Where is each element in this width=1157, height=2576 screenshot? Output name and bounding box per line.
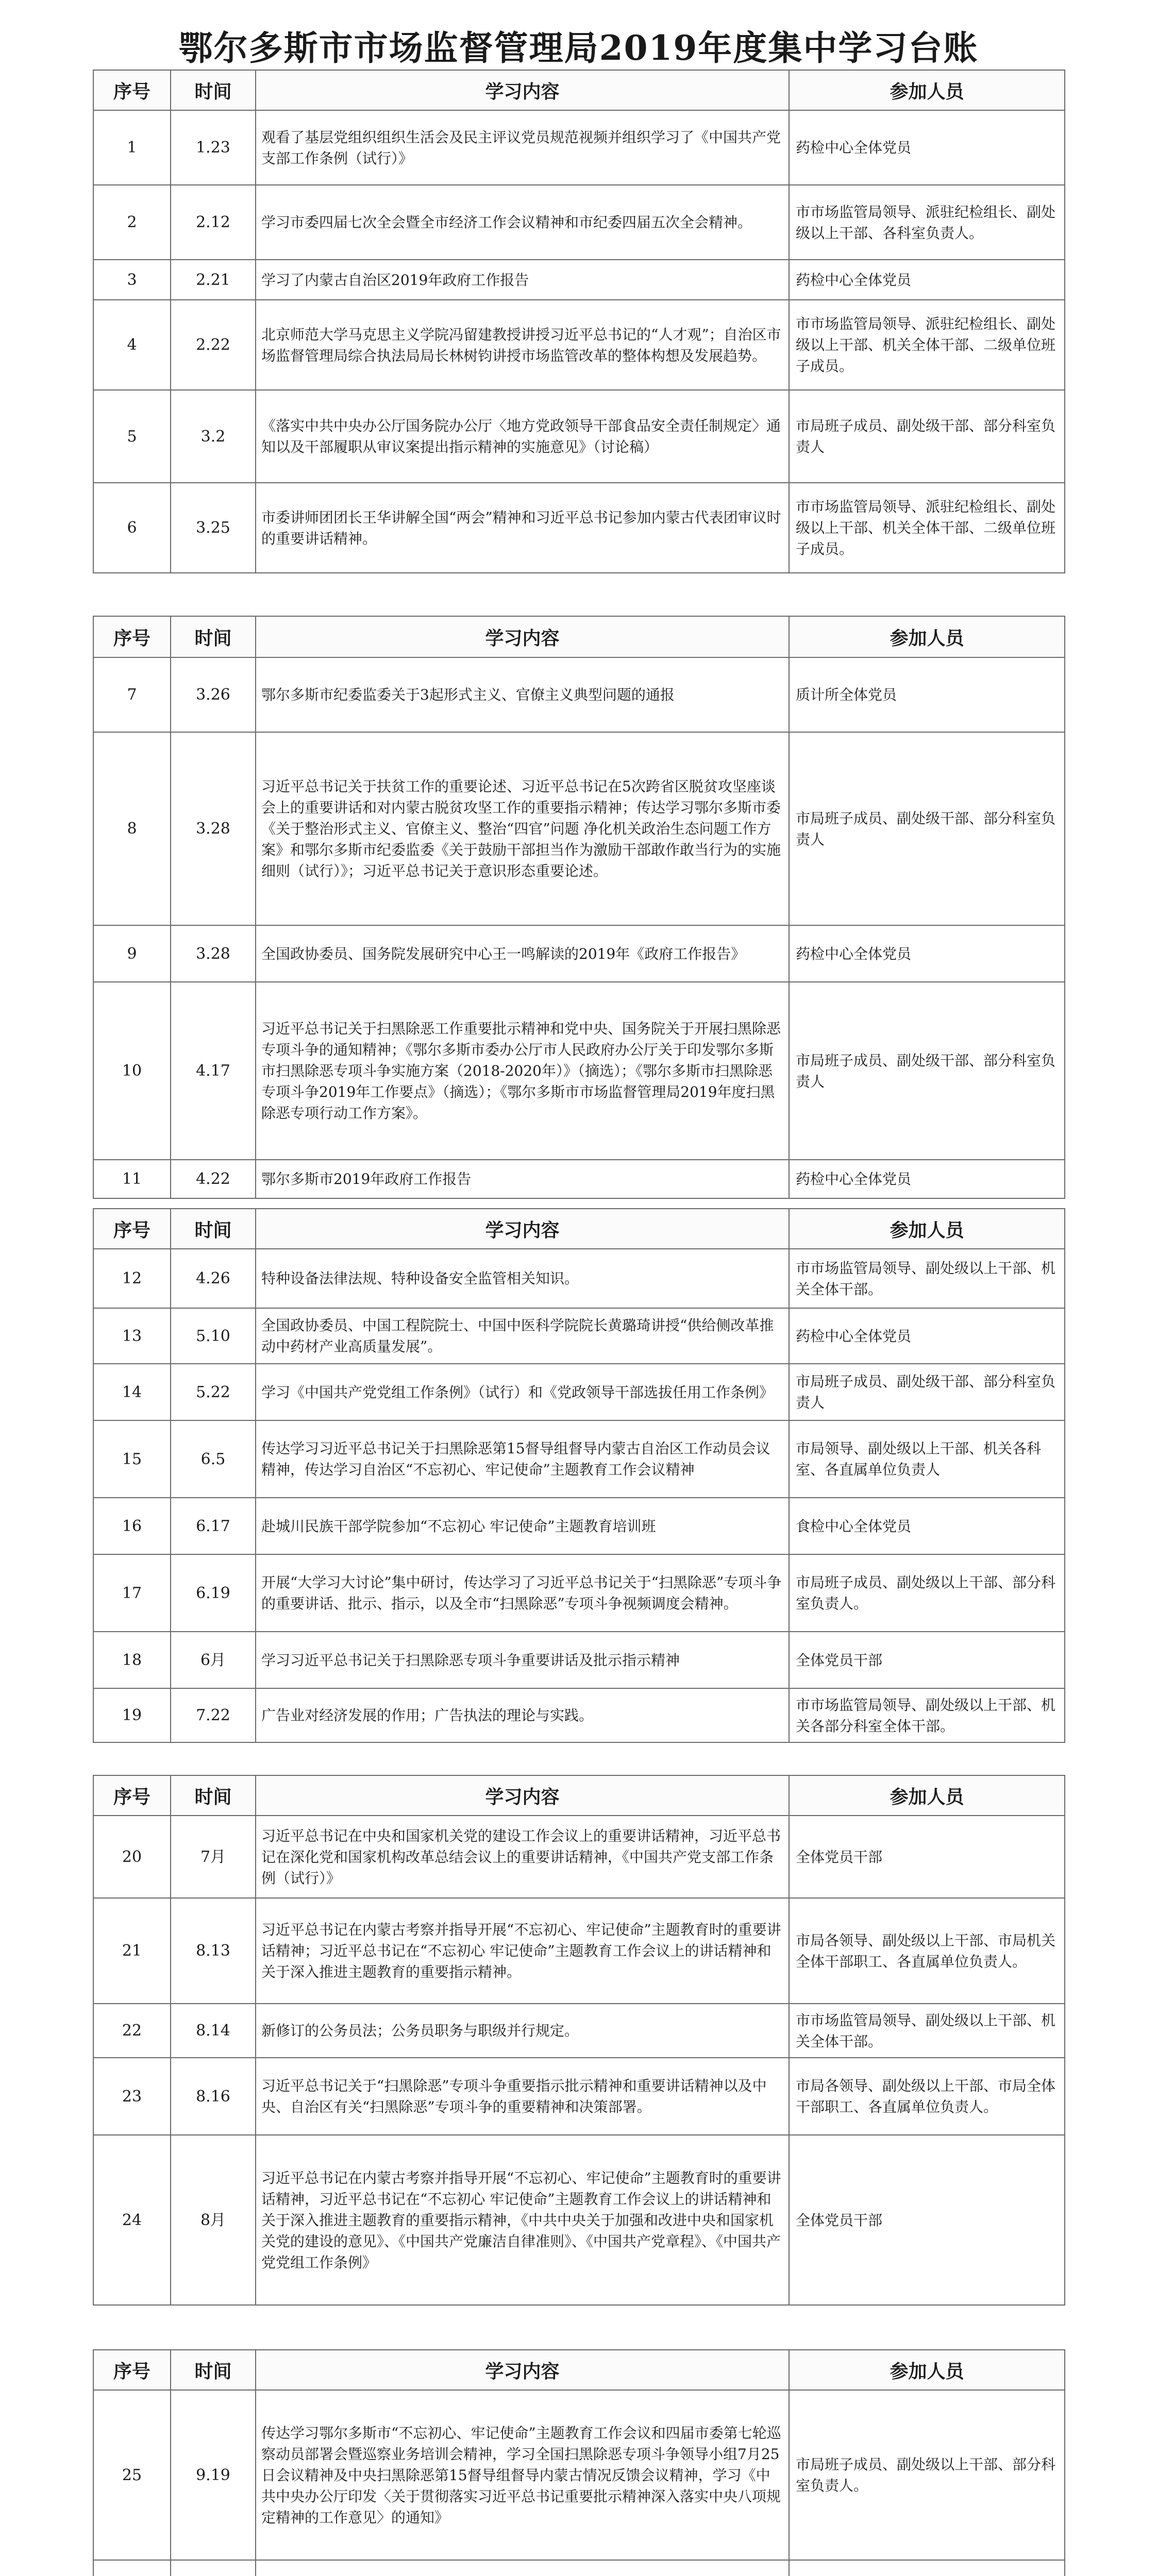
row-time: 3.2 [171, 390, 256, 483]
ledger-table [93, 1208, 1065, 1743]
row-people: 药检中心全体党员 [789, 260, 1065, 300]
row-number: 3 [93, 260, 171, 300]
row-people: 药检中心全体党员 [789, 1160, 1065, 1198]
table-row [93, 1498, 1065, 1554]
ledger-section [93, 616, 1064, 1199]
ledger-table [93, 2349, 1065, 2576]
row-time: 3.28 [171, 925, 256, 982]
page-title: 鄂尔多斯市市场监督管理局2019年度集中学习台账 [178, 28, 979, 68]
row-content: 新修订的公务员法；公务员职务与职级并行规定。 [256, 2004, 789, 2058]
header-people: 参加人员 [789, 616, 1065, 657]
row-content: 北京师范大学马克思主义学院冯留建教授讲授习近平总书记的“人才观”；自治区市场监督管理局综合执法局局长林树钧讲授市场监管改革的整体构想及发展趋势。 [256, 300, 789, 390]
row-content: 习近平总书记在内蒙古考察并指导开展“不忘初心、牢记使命”主题教育时的重要讲话精神，习近平总书记在“不忘初心 牢记使命”主题教育工作会议上的讲话精神和关于深入推进主题教育的重要指示精神，《中共中央关于加强和改进中央和国家机关党的建设的意见》、《中国共产党廉洁自律准则》、《中国共产党章程》、《中国共产党党组工作条例》 [256, 2135, 789, 2305]
row-content: 学习了内蒙古自治区2019年政府工作报告 [256, 260, 789, 300]
row-content: 学习市委四届七次全会暨全市经济工作会议精神和市纪委四届五次全会精神。 [256, 185, 789, 260]
header-no: 序号 [93, 616, 171, 657]
row-number: 9 [93, 925, 171, 982]
row-number: 21 [93, 1898, 171, 2004]
table-row [93, 483, 1065, 573]
row-number: 8 [93, 732, 171, 925]
row-people: 全体党员干部 [789, 1632, 1065, 1688]
table-row [93, 1554, 1065, 1632]
row-time: 3.25 [171, 483, 256, 573]
ledger-section [93, 2349, 1064, 2576]
ledger-section [93, 1775, 1064, 2306]
row-content: 习近平总书记关于“扫黑除恶”专项斗争重要指示批示精神和重要讲话精神以及中央、自治区有关“扫黑除恶”专项斗争的重要精神和决策部署。 [256, 2058, 789, 2135]
row-content: 习近平总书记关于扶贫工作的重要论述、习近平总书记在5次跨省区脱贫攻坚座谈会上的重要讲话和对内蒙古脱贫攻坚工作的重要指示精神；传达学习鄂尔多斯市委《关于整治形式主义、官僚主义、整治“四官”问题 净化机关政治生态问题工作方案》和鄂尔多斯市纪委监委《关于鼓励干部担当作为激励干部敢作敢当行为的实施细则（试行）》；习近平总书记关于意识形态重要论述。 [256, 732, 789, 925]
row-people: 市局班子成员、副处级干部、部分科室负责人 [789, 1364, 1065, 1420]
header-time: 时间 [171, 1209, 256, 1249]
row-content: 广告业对经济发展的作用；广告执法的理论与实践。 [256, 1688, 789, 1742]
row-people: 市局各领导、副处级以上干部、市局全体干部职工、各直属单位负责人。 [789, 2058, 1065, 2135]
row-people: 市市场监管局领导、派驻纪检组长、副处级以上干部、机关全体干部、二级单位班子成员。 [789, 483, 1065, 573]
row-time [171, 2560, 256, 2576]
table-row [93, 1816, 1065, 1898]
row-time: 7.22 [171, 1688, 256, 1742]
row-people: 市市场监管局领导、派驻纪检组长、副处级以上干部、各科室负责人。 [789, 185, 1065, 260]
header-no: 序号 [93, 2350, 171, 2390]
header-time: 时间 [171, 2350, 256, 2390]
row-time: 7月 [171, 1816, 256, 1898]
row-number: 6 [93, 483, 171, 573]
header-time: 时间 [171, 616, 256, 657]
ledger-section [93, 1208, 1064, 1743]
row-number: 25 [93, 2390, 171, 2560]
header-content: 学习内容 [256, 70, 789, 110]
row-people: 市市场监管局领导、派驻纪检组长、副处级以上干部、机关全体干部、二级单位班子成员。 [789, 300, 1065, 390]
row-number: 11 [93, 1160, 171, 1198]
table-row [93, 260, 1065, 300]
row-content: 全国政协委员、国务院发展研究中心王一鸣解读的2019年《政府工作报告》 [256, 925, 789, 982]
header-people: 参加人员 [789, 70, 1065, 110]
table-row [93, 657, 1065, 732]
header-people: 参加人员 [789, 1775, 1065, 1816]
table-row [93, 1364, 1065, 1420]
row-content: 习近平总书记在内蒙古考察并指导开展“不忘初心、牢记使命”主题教育时的重要讲话精神；习近平总书记在“不忘初心 牢记使命”主题教育工作会议上的讲话精神和关于深入推进主题教育的重要指示精神。 [256, 1898, 789, 2004]
row-people: 药检中心全体党员 [789, 1308, 1065, 1364]
row-people: 市局各领导、副处级以上干部、市局机关全体干部职工、各直属单位负责人。 [789, 1898, 1065, 2004]
row-people: 市局班子成员、副处级以上干部、部分科室负责人。 [789, 2390, 1065, 2560]
table-row [93, 1632, 1065, 1688]
header-no: 序号 [93, 1209, 171, 1249]
row-content: 传达学习鄂尔多斯市“不忘初心、牢记使命”主题教育工作会议和四届市委第七轮巡察动员部署会暨巡察业务培训会精神，学习全国扫黑除恶专项斗争领导小组7月25日会议精神及中央扫黑除恶第15督导组督导内蒙古情况反馈会议精神，学习《中共中央办公厅印发〈关于贯彻落实习近平总书记重要批示精神深入落实中央八项规定精神的工作意见〉的通知》 [256, 2390, 789, 2560]
row-time: 2.21 [171, 260, 256, 300]
row-time: 4.22 [171, 1160, 256, 1198]
row-people: 全体党员干部 [789, 2135, 1065, 2305]
row-number: 22 [93, 2004, 171, 2058]
row-people: 市局班子成员、副处级以上干部、部分科室负责人。 [789, 1554, 1065, 1632]
table-row [93, 1249, 1065, 1308]
row-content: 鄂尔多斯市纪委监委关于3起形式主义、官僚主义典型问题的通报 [256, 657, 789, 732]
row-content: 市委讲师团团长王华讲解全国“两会”精神和习近平总书记参加内蒙古代表团审议时的重要讲话精神。 [256, 483, 789, 573]
table-header-row [93, 2350, 1065, 2390]
row-people: 市局班子成员、副处级干部、部分科室负责人 [789, 982, 1065, 1160]
row-number: 7 [93, 657, 171, 732]
row-content: 特种设备法律法规、特种设备安全监管相关知识。 [256, 1249, 789, 1308]
row-content: 观看了基层党组织组织生活会及民主评议党员规范视频并组织学习了《中国共产党支部工作条例（试行）》 [256, 110, 789, 185]
table-header-row [93, 616, 1065, 657]
table-row [93, 1688, 1065, 1742]
row-content: 学习《中国共产党党组工作条例》（试行）和《党政领导干部选拔任用工作条例》 [256, 1364, 789, 1420]
row-number: 16 [93, 1498, 171, 1554]
row-time: 8.14 [171, 2004, 256, 2058]
row-time: 6.19 [171, 1554, 256, 1632]
row-time: 5.22 [171, 1364, 256, 1420]
table-row [93, 982, 1065, 1160]
table-header-row [93, 1775, 1065, 1816]
header-content: 学习内容 [256, 1775, 789, 1816]
table-row [93, 1308, 1065, 1364]
row-content: 《落实中共中央办公厅国务院办公厅〈地方党政领导干部食品安全责任制规定〉通知以及干部履职从审议案提出指示精神的实施意见》（讨论稿） [256, 390, 789, 483]
table-row [93, 2560, 1065, 2576]
row-content: 鄂尔多斯市2019年政府工作报告 [256, 1160, 789, 1198]
row-number: 23 [93, 2058, 171, 2135]
row-time: 5.10 [171, 1308, 256, 1364]
row-content: 传达学习习近平总书记关于扫黑除恶第15督导组督导内蒙古自治区工作动员会议精神，传达学习自治区“不忘初心、牢记使命”主题教育工作会议精神 [256, 1420, 789, 1498]
row-number: 24 [93, 2135, 171, 2305]
ledger-table [93, 70, 1065, 573]
table-row [93, 732, 1065, 925]
table-row [93, 185, 1065, 260]
row-time: 6.17 [171, 1498, 256, 1554]
table-row [93, 390, 1065, 483]
row-people: 药检中心全体党员 [789, 110, 1065, 185]
header-content: 学习内容 [256, 616, 789, 657]
row-people: 药检中心全体党员 [789, 925, 1065, 982]
table-row [93, 2390, 1065, 2560]
row-number: 18 [93, 1632, 171, 1688]
row-number: 2 [93, 185, 171, 260]
row-time: 2.12 [171, 185, 256, 260]
row-time: 6.5 [171, 1420, 256, 1498]
table-row [93, 1420, 1065, 1498]
row-time: 8.13 [171, 1898, 256, 2004]
row-number: 12 [93, 1249, 171, 1308]
row-people: 市局领导、副处级以上干部、机关各科室、各直属单位负责人 [789, 1420, 1065, 1498]
row-content: 习近平总书记在中央和国家机关党的建设工作会议上的重要讲话精神，习近平总书记在深化党和国家机构改革总结会议上的重要讲话精神，《中国共产党支部工作条例（试行）》 [256, 1816, 789, 1898]
header-people: 参加人员 [789, 1209, 1065, 1249]
header-content: 学习内容 [256, 1209, 789, 1249]
table-row [93, 925, 1065, 982]
row-number: 13 [93, 1308, 171, 1364]
row-time: 3.28 [171, 732, 256, 925]
row-number: 14 [93, 1364, 171, 1420]
header-people: 参加人员 [789, 2350, 1065, 2390]
row-time: 3.26 [171, 657, 256, 732]
row-people: 市局班子成员、副处级干部、部分科室负责人 [789, 390, 1065, 483]
ledger-section [93, 70, 1064, 573]
row-number: 17 [93, 1554, 171, 1632]
table-row [93, 2135, 1065, 2305]
row-people [789, 2560, 1065, 2576]
header-no: 序号 [93, 1775, 171, 1816]
table-row [93, 110, 1065, 185]
row-time: 4.26 [171, 1249, 256, 1308]
header-time: 时间 [171, 1775, 256, 1816]
table-row [93, 1160, 1065, 1198]
table-row [93, 2004, 1065, 2058]
table-row [93, 1898, 1065, 2004]
row-content: 学习习近平总书记关于扫黑除恶专项斗争重要讲话及批示指示精神 [256, 1632, 789, 1688]
table-row [93, 2058, 1065, 2135]
row-time: 1.23 [171, 110, 256, 185]
row-people: 食检中心全体党员 [789, 1498, 1065, 1554]
row-time: 4.17 [171, 982, 256, 1160]
row-people: 质计所全体党员 [789, 657, 1065, 732]
table-header-row [93, 1209, 1065, 1249]
row-content: 开展“大学习大讨论”集中研讨，传达学习了习近平总书记关于“扫黑除恶”专项斗争的重要讲话、批示、指示，以及全市“扫黑除恶”专项斗争视频调度会精神。 [256, 1554, 789, 1632]
row-people: 市市场监管局领导、副处级以上干部、机关全体干部。 [789, 1249, 1065, 1308]
row-content: 赴城川民族干部学院参加“不忘初心 牢记使命”主题教育培训班 [256, 1498, 789, 1554]
table-header-row [93, 70, 1065, 110]
table-row [93, 300, 1065, 390]
row-time: 8.16 [171, 2058, 256, 2135]
row-people: 全体党员干部 [789, 1816, 1065, 1898]
row-number: 15 [93, 1420, 171, 1498]
row-people: 市局班子成员、副处级干部、部分科室负责人 [789, 732, 1065, 925]
row-time: 9.19 [171, 2390, 256, 2560]
row-number [93, 2560, 171, 2576]
row-content: 习近平总书记关于扫黑除恶工作重要批示精神和党中央、国务院关于开展扫黑除恶专项斗争的通知精神；《鄂尔多斯市委办公厅市人民政府办公厅关于印发鄂尔多斯市扫黑除恶专项斗争实施方案（2018-2020年）》（摘选）；《鄂尔多斯市扫黑除恶专项斗争2019年工作要点》（摘选）；《鄂尔多斯市市场监督管理局2019年度扫黑除恶专项行动工作方案》。 [256, 982, 789, 1160]
row-people: 市市场监管局领导、副处级以上干部、机关全体干部。 [789, 2004, 1065, 2058]
row-number: 10 [93, 982, 171, 1160]
header-time: 时间 [171, 70, 256, 110]
row-number: 1 [93, 110, 171, 185]
row-number: 19 [93, 1688, 171, 1742]
row-content: 全国政协委员、中国工程院院士、中国中医科学院院长黄璐琦讲授“供给侧改革推动中药材产业高质量发展”。 [256, 1308, 789, 1364]
row-time: 8月 [171, 2135, 256, 2305]
row-number: 20 [93, 1816, 171, 1898]
row-time: 6月 [171, 1632, 256, 1688]
row-people: 市市场监管局领导、副处级以上干部、机关各部分科室全体干部。 [789, 1688, 1065, 1742]
row-number: 5 [93, 390, 171, 483]
ledger-table [93, 1775, 1065, 2306]
row-number: 4 [93, 300, 171, 390]
row-content [256, 2560, 789, 2576]
row-time: 2.22 [171, 300, 256, 390]
header-no: 序号 [93, 70, 171, 110]
ledger-table [93, 616, 1065, 1199]
header-content: 学习内容 [256, 2350, 789, 2390]
